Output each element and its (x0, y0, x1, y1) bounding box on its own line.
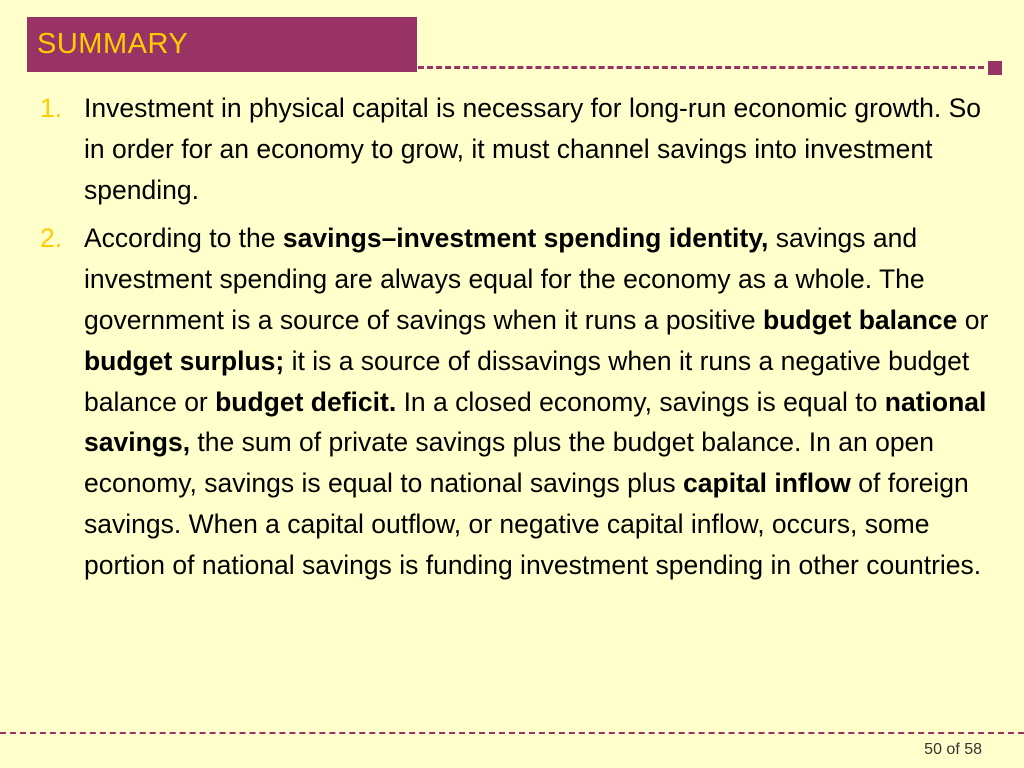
top-dashed-divider (418, 66, 984, 69)
item-number: 1. (40, 93, 63, 123)
slide-title: SUMMARY (37, 28, 189, 60)
key-term: budget deficit. (215, 386, 397, 417)
page-number: 50 of 58 (924, 741, 982, 758)
item-text-segment: of foreign savings. When a capital outflow, or negative capital inflow, occurs, some portion of national savings is funding investment spending in other countries. (84, 468, 982, 580)
item-text-segment: Investment in physical capital is necessary for long-run economic growth. So in order for an economy to grow, it must channel savings into investment spending. (84, 93, 982, 205)
summary-list (40, 88, 990, 594)
item-text-segment: According to the (84, 223, 283, 254)
summary-item (40, 88, 990, 210)
key-term: savings–investment spending identity, (282, 223, 769, 254)
key-term: budget surplus; (84, 345, 285, 376)
item-text (84, 93, 981, 205)
item-text-segment: savings and investment spending are always equal for the economy as a whole. The government is a source of savings when it runs a positive (84, 223, 925, 335)
item-text-segment: In a closed economy, savings is equal to (396, 386, 885, 417)
key-term: capital inflow (683, 468, 851, 499)
item-text-segment: it is a source of dissavings when it runs a negative budget balance or (84, 345, 970, 417)
bottom-dashed-divider (0, 732, 1024, 734)
summary-item (40, 218, 990, 585)
key-term: national savings, (84, 386, 987, 458)
divider-end-square (988, 61, 1002, 75)
key-term: budget balance (763, 304, 958, 335)
item-number: 2. (40, 223, 63, 254)
item-text-segment: or (957, 304, 989, 335)
item-text (84, 223, 988, 579)
item-text-segment: the sum of private savings plus the budget balance. In an open economy, savings is equal to national savings plus (84, 427, 935, 499)
title-banner (27, 17, 417, 72)
